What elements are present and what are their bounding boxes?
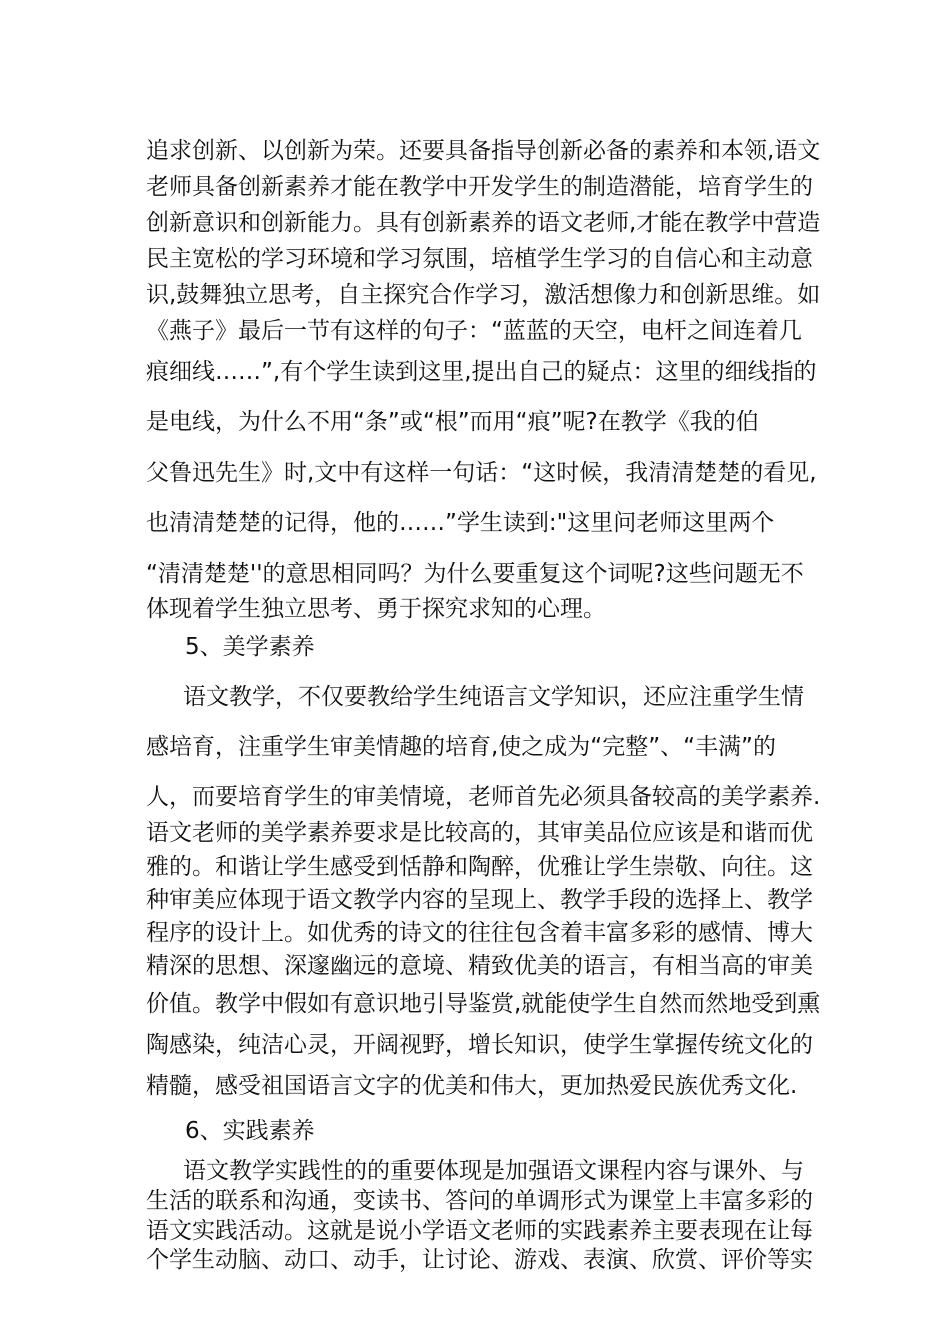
text-line: 种审美应体现于语文教学内容的呈现上、教学手段的选择上、教学: [146, 887, 813, 913]
section-heading: 5、美学素养: [185, 634, 315, 660]
text-line: 《燕子》最后一节有这样的句子：“蓝蓝的天空，电杆之间连着几: [146, 318, 802, 344]
text-line: 生活的联系和沟通，变读书、答问的单调形式为课堂上丰富多彩的: [146, 1188, 813, 1214]
text-line: 语文教学，不仅要教给学生纯语言文学知识，还应注重学生情: [183, 684, 804, 710]
text-line: 老师具备创新素养才能在教学中开发学生的制造潜能，培育学生的: [146, 174, 813, 200]
text-line: 创新意识和创新能力。具有创新素养的语文老师,才能在教学中营造: [146, 210, 821, 236]
text-line: 个学生动脑、动口、动手，让讨论、游戏、表演、欣赏、评价等实: [146, 1247, 813, 1273]
text-line: 精髓，感受祖国语言文字的优美和伟大，更加热爱民族优秀文化.: [146, 1073, 798, 1099]
text-line: 语文实践活动。这就是说小学语文老师的实践素养主要表现在让每: [146, 1218, 813, 1244]
text-line: 痕细线……”,有个学生读到这里,提出自己的疑点：这里的细线指的: [146, 359, 817, 385]
text-line: 人，而要培育学生的审美情境，老师首先必须具备较高的美学素养.: [146, 784, 821, 810]
text-line: 追求创新、以创新为荣。还要具备指导创新必备的素养和本领,语文: [146, 138, 821, 164]
text-line: 价值。教学中假如有意识地引导鉴赏,就能使学生自然而然地受到熏: [146, 991, 821, 1017]
text-line: 雅的。和谐让学生感受到恬静和陶醉，优雅让学生崇敬、向往。这: [146, 854, 813, 880]
section-heading: 6、实践素养: [185, 1118, 315, 1144]
text-line: 也清清楚楚的记得，他的……”学生读到:"这里问老师这里两个: [146, 510, 775, 536]
text-line: 程序的设计上。如优秀的诗文的往往包含着丰富多彩的感情、博大: [146, 920, 813, 946]
text-line: 语文教学实践性的的重要体现是加强语文课程内容与课外、与: [183, 1158, 804, 1184]
text-line: 是电线，为什么不用“条”或“根”而用“痕”呢?在教学《我的伯: [146, 409, 759, 435]
text-line: “清清楚楚''的意思相同吗？为什么要重复这个词呢?这些问题无不: [146, 561, 804, 587]
text-line: 感培育，注重学生审美情趣的培育,使之成为“完整”、“丰满”的: [146, 734, 776, 760]
text-line: 父鲁迅先生》时,文中有这样一句话：“这时候，我清清楚楚的看见,: [146, 460, 817, 486]
text-line: 识,鼓舞独立思考，自主探究合作学习，激活想像力和创新思维。如: [146, 282, 821, 308]
text-line: 语文老师的美学素养要求是比较高的，其审美品位应该是和谐而优: [146, 820, 813, 846]
text-line: 精深的思想、深邃幽远的意境、精致优美的语言，有相当高的审美: [146, 953, 813, 979]
text-line: 陶感染，纯洁心灵，开阔视野，增长知识，使学生掌握传统文化的: [146, 1032, 813, 1058]
text-line: 体现着学生独立思考、勇于探究求知的心理。: [146, 596, 606, 622]
text-line: 民主宽松的学习环境和学习氛围，培植学生学习的自信心和主动意: [146, 246, 813, 272]
